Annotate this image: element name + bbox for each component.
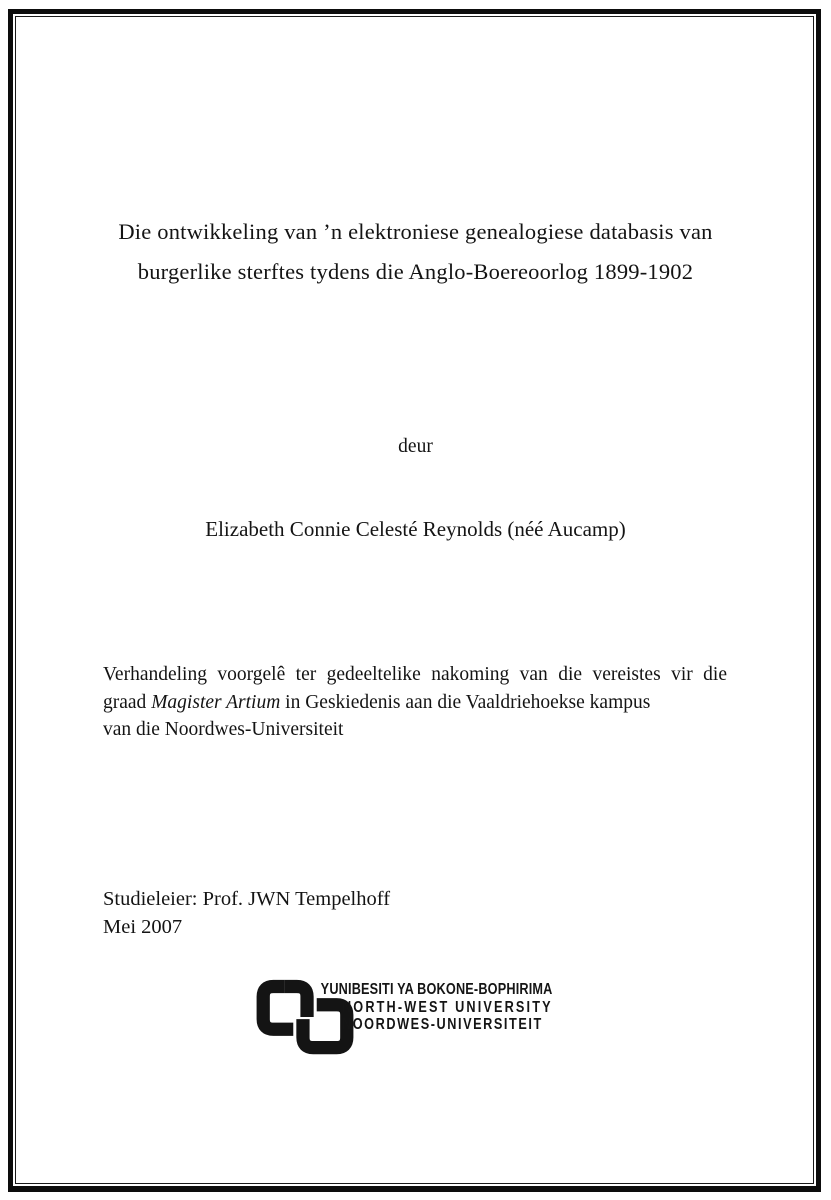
author-name: Elizabeth Connie Celesté Reynolds (néé Aucamp): [205, 517, 626, 541]
submission-line2: [103, 689, 727, 717]
degree-name-italic: Magister Artium: [151, 691, 281, 713]
university-logotype: [320, 981, 553, 1034]
supervisor-line: Studieleier: Prof. JWN Tempelhoff: [103, 888, 391, 910]
university-name-english: NORTH-WEST UNIVERSITY: [342, 998, 553, 1016]
submission-line2-prefix: graad: [103, 691, 152, 713]
thesis-title: [55, 212, 776, 292]
byline-label: deur: [398, 436, 433, 457]
submission-line3: van die Noordwes-Universiteit: [103, 719, 344, 740]
submission-statement: [103, 661, 727, 744]
submission-line2-suffix: in Geskiedenis aan die Vaaldriehoekse kampus: [280, 691, 651, 713]
date-line: Mei 2007: [103, 916, 183, 938]
submission-line1: Verhandeling voorgelê ter gedeeltelike nakoming van die vereistes vir die: [103, 664, 727, 685]
thesis-title-line2: burgerlike sterftes tydens die Anglo-Boereoorlog 1899-1902: [137, 259, 694, 284]
university-name-setswana: YUNIBESITI YA BOKONE-BOPHIRIMA: [320, 981, 553, 998]
thesis-title-line1: Die ontwikkeling van ’n elektroniese genealogiese databasis van: [118, 219, 713, 244]
university-name-afrikaans: NOORDWES-UNIVERSITEIT: [342, 1016, 543, 1033]
supervisor-block: [103, 885, 390, 941]
